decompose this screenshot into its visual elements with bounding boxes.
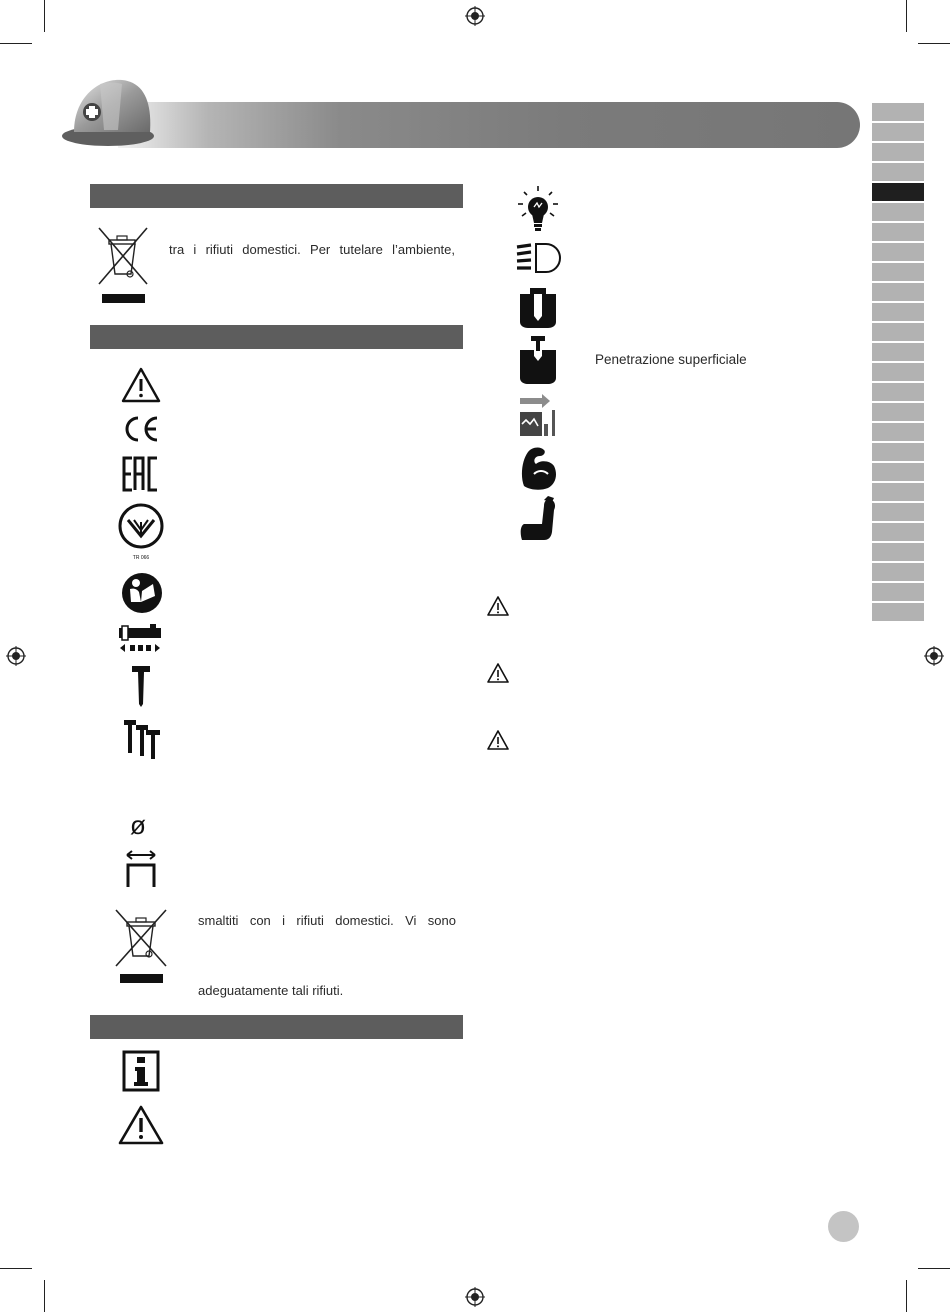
deep-penetration-icon — [520, 288, 556, 328]
chapter-tab[interactable] — [872, 543, 924, 561]
chapter-tab[interactable] — [872, 583, 924, 601]
chapter-tab[interactable] — [872, 523, 924, 541]
chapter-tab[interactable] — [872, 143, 924, 161]
chapter-tab-active[interactable] — [872, 183, 924, 201]
chapter-tab[interactable] — [872, 363, 924, 381]
crop-mark — [906, 1280, 907, 1312]
warning-triangle-icon — [486, 662, 510, 684]
chapter-tab[interactable] — [872, 283, 924, 301]
section-heading-bar — [90, 184, 463, 208]
depth-adjust-icon — [518, 394, 558, 438]
weee-text-line-2: adeguatamente tali rifiuti. — [198, 983, 344, 998]
registration-mark-icon — [465, 1287, 485, 1307]
chapter-tab[interactable] — [872, 503, 924, 521]
weee-text-line-1: smaltiti con i rifiuti domestici. Vi sono — [198, 913, 456, 928]
nail-staple-tool-icon — [116, 624, 164, 654]
chapter-tab[interactable] — [872, 163, 924, 181]
chapter-tab[interactable] — [872, 323, 924, 341]
crop-mark — [906, 0, 907, 32]
chapter-tab[interactable] — [872, 443, 924, 461]
warning-triangle-icon — [120, 366, 162, 404]
chapter-tab[interactable] — [872, 123, 924, 141]
section-heading-bar — [90, 325, 463, 349]
registration-mark-icon — [465, 6, 485, 26]
ukraine-conformity-icon — [116, 502, 166, 560]
section-heading-bar — [90, 1015, 463, 1039]
warning-triangle-icon — [486, 729, 510, 751]
section-header-bar — [118, 102, 860, 148]
registration-mark-icon — [924, 646, 944, 666]
diameter-symbol-icon: ø — [130, 810, 146, 840]
chapter-tab[interactable] — [872, 223, 924, 241]
surface-penetration-label: Penetrazione superficiale — [595, 352, 747, 367]
headlight-icon — [514, 242, 562, 274]
crop-mark — [0, 43, 32, 44]
registration-mark-icon — [6, 646, 26, 666]
crop-mark — [0, 1268, 32, 1269]
warning-triangle-icon — [117, 1104, 165, 1146]
staple-width-icon — [122, 850, 160, 888]
chapter-tab[interactable] — [872, 563, 924, 581]
eac-mark-icon — [122, 456, 160, 492]
crossed-bin-icon — [97, 226, 149, 304]
crop-mark — [44, 1280, 45, 1312]
chapter-tab[interactable] — [872, 303, 924, 321]
crop-mark — [918, 1268, 950, 1269]
chapter-tab[interactable] — [872, 463, 924, 481]
multi-nail-icon — [122, 718, 162, 760]
chapter-tab[interactable] — [872, 403, 924, 421]
tr-label: TR 066 — [132, 555, 150, 560]
crossed-bin-icon — [114, 908, 168, 984]
weak-arm-icon — [518, 496, 558, 542]
chapter-tab[interactable] — [872, 263, 924, 281]
chapter-tab[interactable] — [872, 423, 924, 441]
chapter-tab[interactable] — [872, 243, 924, 261]
brad-nail-icon — [132, 666, 152, 708]
ce-mark-icon — [121, 414, 161, 444]
surface-penetration-icon — [520, 336, 556, 384]
bulb-icon — [516, 186, 560, 232]
read-manual-icon — [121, 572, 163, 614]
crop-mark — [918, 43, 950, 44]
page-number-badge — [828, 1211, 859, 1242]
chapter-tab[interactable] — [872, 343, 924, 361]
strong-arm-icon — [520, 446, 558, 490]
chapter-tab[interactable] — [872, 103, 924, 121]
crop-mark — [44, 0, 45, 32]
warning-triangle-icon — [486, 595, 510, 617]
disposal-text: tra i rifiuti domestici. Per tutelare l’ambiente, — [169, 242, 455, 257]
chapter-tab[interactable] — [872, 483, 924, 501]
chapter-tab[interactable] — [872, 203, 924, 221]
safety-helmet-icon — [60, 74, 156, 150]
chapter-tabs — [872, 103, 924, 623]
chapter-tab[interactable] — [872, 383, 924, 401]
info-icon — [122, 1050, 160, 1092]
chapter-tab[interactable] — [872, 603, 924, 621]
